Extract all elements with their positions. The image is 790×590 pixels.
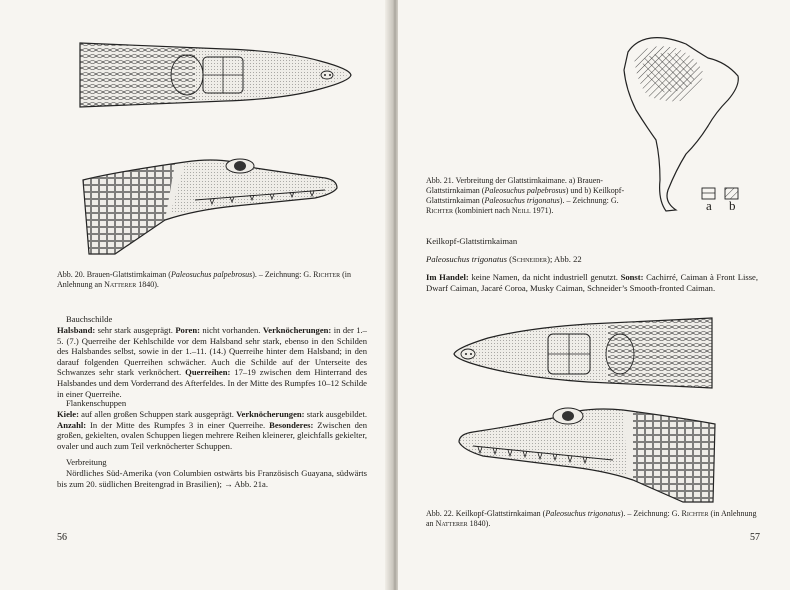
text: Cachirré, Caiman à Front Lisse, Dwarf Caiman, Jacaré Coroa, Musky Caiman, Schneider’s Smooth-fronted Caiman. — [426, 272, 759, 293]
term: Sonst: — [620, 272, 644, 282]
bauchschilde-paragraph — [57, 325, 367, 399]
text: ( — [506, 254, 512, 264]
caption-text: Abb. 21. Verbreitung der Glattstirnkaimane. a) Brauen-Glattstirnkaiman ( — [426, 176, 603, 195]
species-line — [426, 254, 582, 264]
handel-paragraph — [426, 272, 758, 293]
text: in der 1.–5. (7.) Querreihe der Kehlschilde vor dem Halsband sehr stark, ebenso in den Schilden des Halsbandes selbst, sowie in der 1.–11. (14.) Querreihe hinter dem Halsband; in den darauf folgenden Querreihen schwächer. Auch die Schilde auf der Unterseite des Schwanzes sehr stark verknöchert. — [57, 325, 367, 378]
term: Verknöcherungen: — [236, 409, 305, 419]
term: Im Handel: — [426, 272, 469, 282]
caption-text: Abb. 22. Keilkopf-Glattstirnkaiman ( — [426, 509, 546, 518]
caption-text: ). – Zeichnung: G. — [620, 509, 682, 518]
text: In der Mitte des Rumpfes 3 in einer Querreihe. — [86, 419, 270, 430]
species-name: Paleosuchus palpebrosus — [170, 270, 253, 279]
verbreitung-paragraph: Nördliches Süd-Amerika (von Columbien ostwärts bis Französisch Guayana, südwärts bis zum 20. südlichen Breitengrad in Brasilien); → Abb. 21a. — [57, 468, 367, 489]
caption-text: 1840). — [136, 280, 159, 289]
term: Querreihen: — [185, 367, 231, 378]
heading-verbreitung: Verbreitung — [66, 457, 107, 467]
source-name: Neill — [511, 206, 531, 215]
caption-text: 1840). — [467, 519, 491, 528]
caption-text: ). – Zeichnung: G. — [559, 196, 619, 205]
term: Anzahl: — [57, 419, 87, 430]
author-name: Richter — [313, 270, 341, 279]
caption-text: Abb. 20. Brauen-Glattstirnkaiman ( — [57, 270, 171, 279]
text: nicht vorhanden. — [199, 325, 263, 335]
species-name: Paleosuchus palpebrosus — [484, 186, 566, 195]
caiman-head-top-view-illustration — [75, 35, 355, 115]
text: sehr stark ausgeprägt. — [95, 325, 176, 335]
figure-21-caption — [426, 176, 636, 216]
caption-text: ). – Zeichnung: G. — [252, 270, 314, 279]
term: Kiele: — [57, 409, 79, 419]
author-name: Richter — [681, 509, 709, 518]
map-legend-a: a — [706, 198, 712, 213]
caption-text: 1971). — [530, 206, 554, 215]
term: Besonderes: — [269, 419, 314, 430]
smooth-fronted-caiman-side-view-illustration — [453, 400, 723, 505]
source-name: Natterer — [435, 519, 468, 528]
south-america-map-icon — [616, 30, 766, 215]
caiman-head-side-view-illustration — [75, 150, 345, 258]
term: Verknöcherungen: — [262, 325, 332, 335]
text: ); Abb. 22 — [547, 254, 582, 264]
flankenschuppen-paragraph — [57, 409, 367, 451]
caption-text: (in Anlehnung an — [57, 270, 352, 289]
species-name: Paleosuchus trigonatus — [545, 509, 621, 518]
term: Poren: — [175, 325, 200, 335]
heading-flankenschuppen: Flankenschuppen — [66, 398, 127, 408]
page-number-left: 56 — [57, 532, 67, 543]
author-name: Richter — [426, 206, 454, 215]
smooth-fronted-caiman-top-view-illustration — [448, 312, 718, 392]
heading-bauchschilde: Bauchschilde — [66, 314, 113, 324]
left-page — [0, 0, 392, 590]
page-number-right: 57 — [750, 532, 760, 543]
figure-22-caption — [426, 509, 761, 529]
species-name: Paleosuchus trigonatus — [484, 196, 560, 205]
text: Zwischen den großen, gekielten, ovalen Schuppen liegen mehrere Reihen kleinerer, gleichfalls gekielter, ovaler und auch zum Teil verknöcherter Schuppen. — [57, 419, 367, 451]
section-title: Keilkopf-Glattstirnkaiman — [426, 236, 518, 246]
text: 17–19 zwischen dem Hinterrand des Halsbandes und dem Vorderrand des Afterfeldes. In der Mitte des Rumpfes 10–12 Schilde in einer Querreihe. — [57, 367, 367, 399]
figure-20-caption — [57, 270, 357, 290]
caption-text: ) und b) Keilkopf-Glattstirnkaiman ( — [426, 186, 625, 205]
species-name: Paleosuchus trigonatus — [426, 254, 507, 264]
caption-text: (kombiniert nach — [453, 206, 512, 215]
right-page — [398, 0, 790, 590]
text: auf allen großen Schuppen stark ausgeprägt. — [78, 409, 237, 419]
caption-text: (in Anlehnung an — [426, 509, 757, 528]
author-name: Schneider — [511, 254, 548, 264]
map-legend-b: b — [729, 198, 736, 213]
text: keine Namen, da nicht industriell genutzt. — [468, 272, 621, 282]
source-name: Natterer — [104, 280, 137, 289]
term: Halsband: — [57, 325, 96, 335]
text: stark ausgebildet. — [304, 409, 368, 419]
